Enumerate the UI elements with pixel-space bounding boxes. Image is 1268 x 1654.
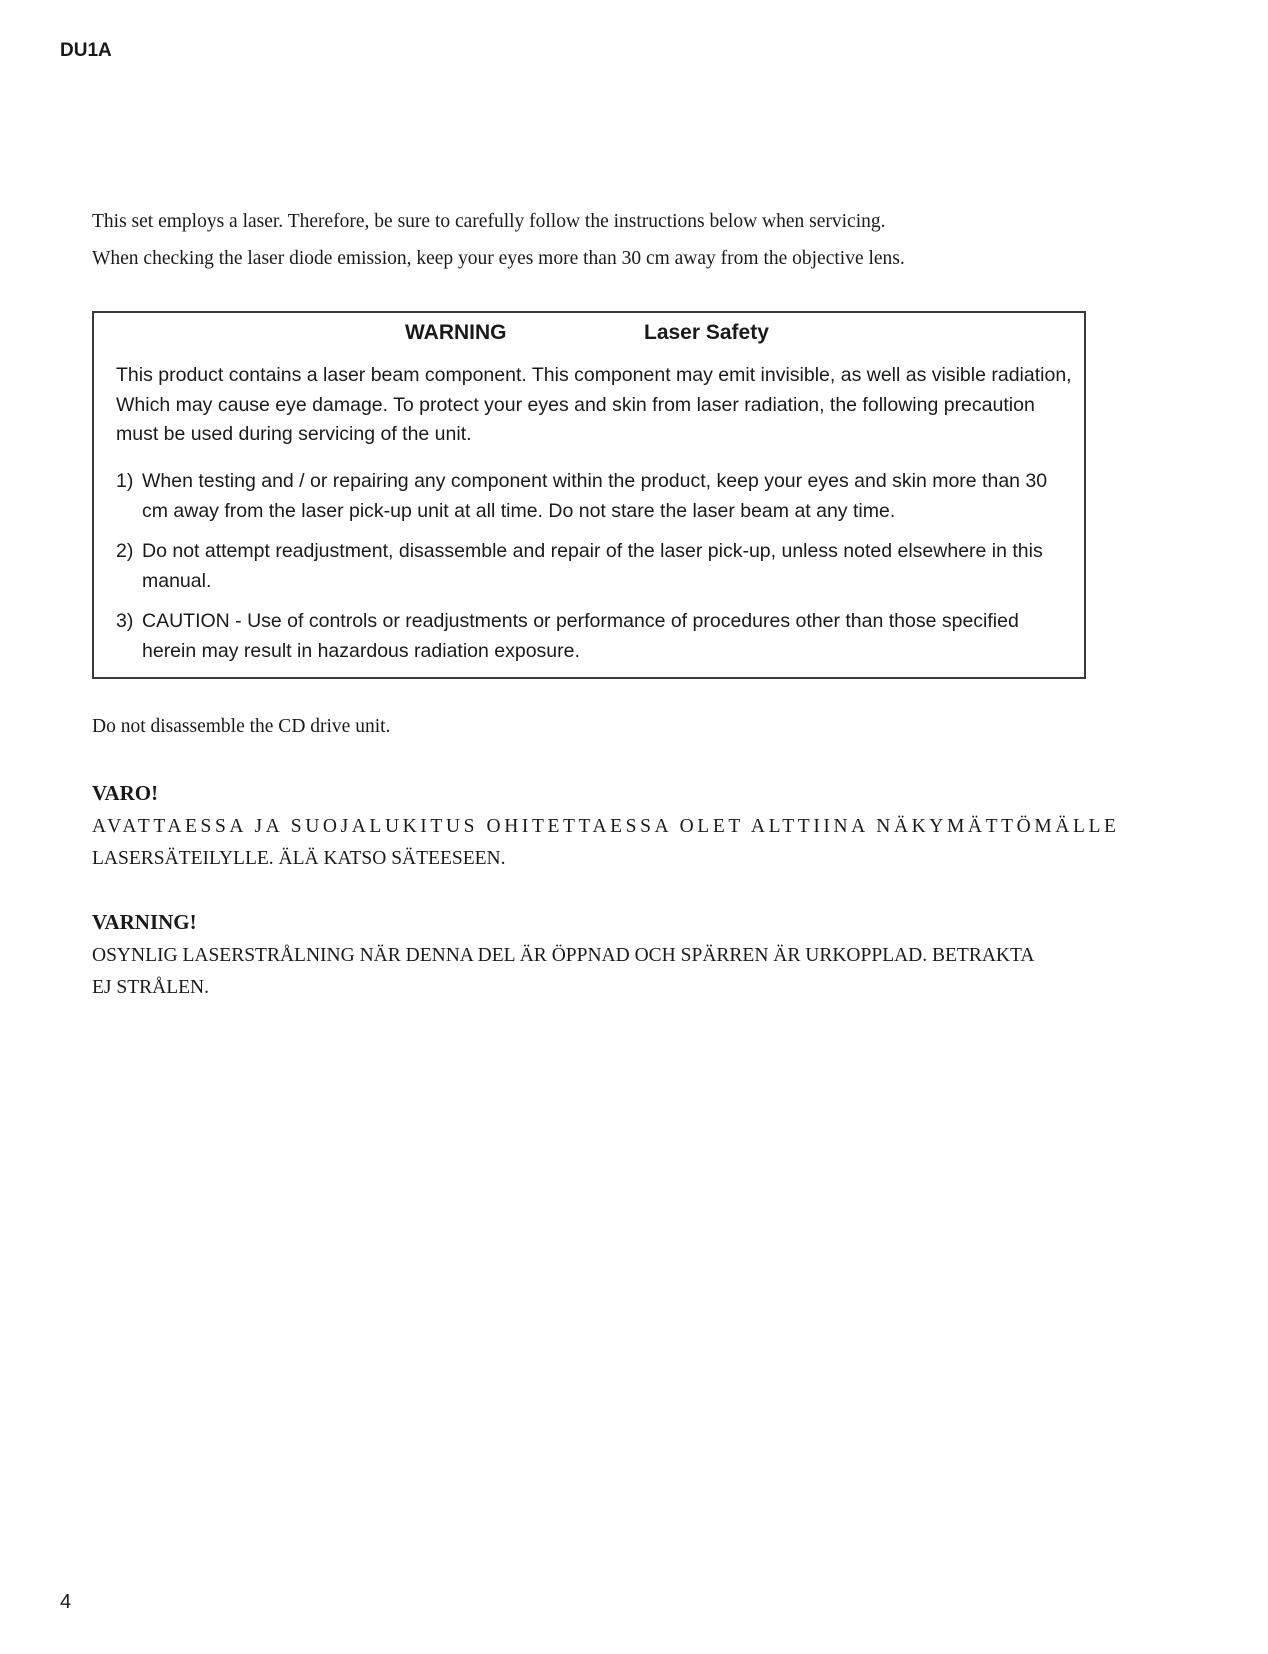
precaution-item — [116, 467, 1076, 526]
item-text: CAUTION - Use of controls or readjustments or performance of procedures other than those specified herein may result in hazardous radiation exposure. — [142, 610, 1019, 662]
swedish-heading: VARNING! — [92, 910, 197, 934]
item-text: When testing and / or repairing any component within the product, keep your eyes and skin more than 30 cm away from the laser pick-up unit at all time. Do not stare the laser beam at any time. — [142, 470, 1048, 522]
warning-paragraph: This product contains a laser beam component. This component may emit invisible, as well as visible radiation, Which may cause eye damage. To protect your eyes and skin from laser radiation, the following precaution must be used during servicing of the unit. — [116, 364, 1072, 445]
model-code: DU1A — [60, 40, 112, 61]
finnish-warning-text — [92, 811, 1120, 875]
swedish-line-1: OSYNLIG LASERSTRÅLNING NÄR DENNA DEL ÄR ÖPPNAD OCH SPÄRREN ÄR URKOPPLAD. BETRAKTA — [92, 945, 1035, 966]
page-number: 4 — [60, 1591, 72, 1613]
precaution-item — [116, 607, 1076, 666]
laser-safety-warning-box — [92, 311, 1086, 679]
swedish-line-2: EJ STRÅLEN. — [92, 977, 209, 998]
cd-drive-note: Do not disassemble the CD drive unit. — [92, 716, 391, 737]
finnish-line-2: LASERSÄTEILYLLE. ÄLÄ KATSO SÄTEESEEN. — [92, 848, 506, 869]
finnish-line-1: AVATTAESSA JA SUOJALUKITUS OHITETTAESSA OLET ALTTIINA NÄKYMÄTTÖMÄLLE — [92, 816, 1120, 837]
item-number: 1) — [116, 470, 134, 492]
precaution-item — [116, 537, 1076, 596]
intro-line-2: When checking the laser diode emission, keep your eyes more than 30 cm away from the objective lens. — [92, 248, 905, 269]
intro-line-1: This set employs a laser. Therefore, be sure to carefully follow the instructions below when servicing. — [92, 211, 886, 232]
item-number: 3) — [116, 610, 134, 632]
intro-text — [92, 203, 905, 277]
item-text: Do not attempt readjustment, disassemble and repair of the laser pick-up, unless noted elsewhere in this manual. — [142, 540, 1043, 592]
warning-label: WARNING — [405, 321, 507, 344]
finnish-heading: VARO! — [92, 781, 159, 805]
laser-safety-label: Laser Safety — [644, 321, 769, 344]
warning-box-title — [94, 321, 1084, 351]
precaution-list — [116, 467, 1076, 677]
swedish-warning-text — [92, 940, 1102, 1004]
item-number: 2) — [116, 540, 134, 562]
